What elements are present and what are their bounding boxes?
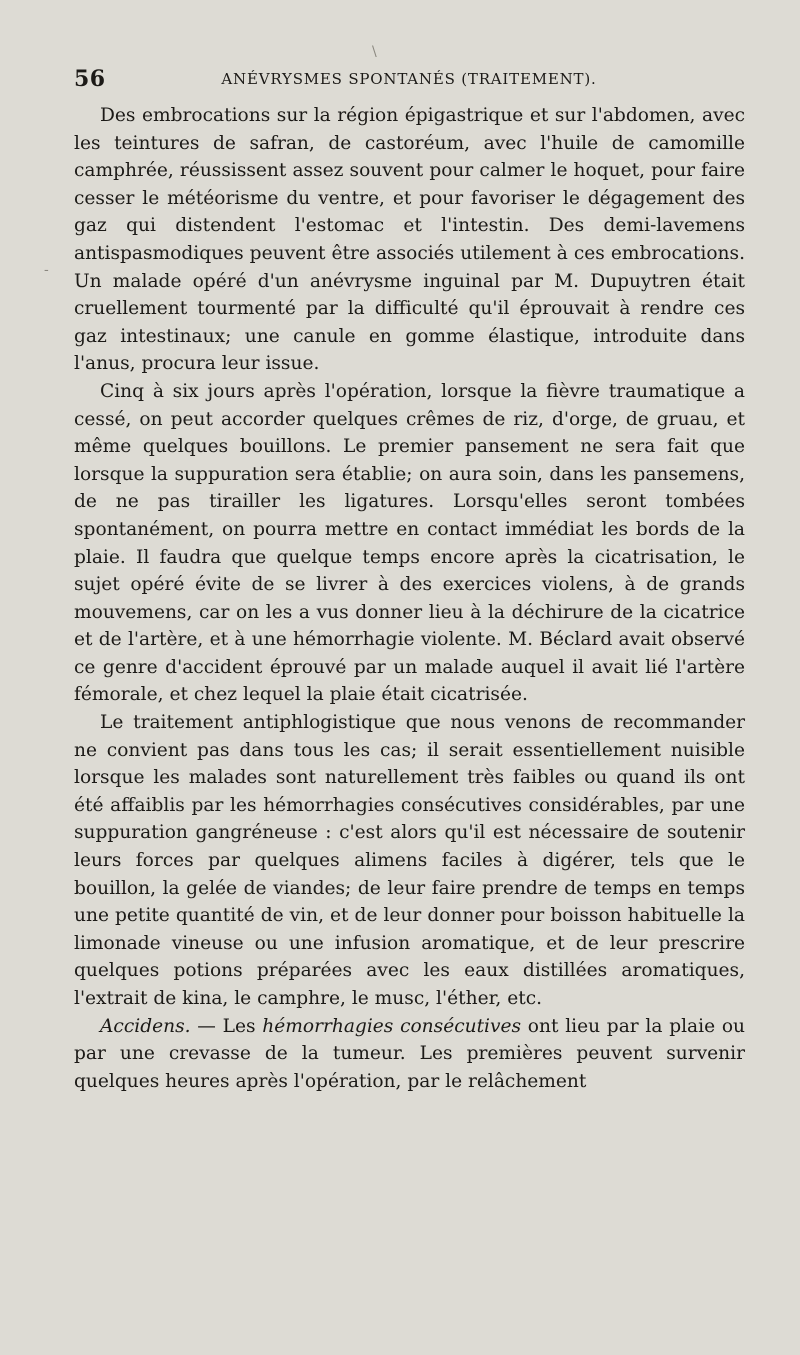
- margin-mark: \: [372, 44, 377, 60]
- section-label: Accidens.: [100, 1015, 191, 1037]
- paragraph-text: ont lieu par la plaie ou par une crevasse de la tumeur. Les premières peuvent survenir quelques heures après l'opération, par le relâchement: [74, 1015, 746, 1092]
- running-title: ANÉVRYSMES SPONTANÉS (TRAITEMENT).: [221, 70, 597, 88]
- paragraph-accidens: [74, 1013, 745, 1096]
- paragraph-text: — Les: [190, 1015, 263, 1037]
- margin-mark: -: [44, 262, 49, 278]
- page-number: 56: [74, 66, 106, 92]
- italic-term: hémorrhagies consécutives: [262, 1015, 522, 1037]
- paragraph: Cinq à six jours après l'opération, lorsque la fièvre traumatique a cessé, on peut accorder quelques crêmes de riz, d'orge, de gruau, et même quelques bouillons. Le premier pansement ne sera fait que lorsque la suppuration sera établie; on aura soin, dans les pansemens, de ne pas tirailler les ligatures. Lorsqu'elles seront tombées spontanément, on pourra mettre en contact immédiat les bords de la plaie. Il faudra que quelque temps encore après la cicatrisation, le sujet opéré évite de se livrer à des exercices violens, à de grands mouvemens, car on les a vus donner lieu à la déchirure de la cicatrice et de l'artère, et à une hémorrhagie violente. M. Béclard avait observé ce genre d'accident éprouvé par un malade auquel il avait lié l'artère fémorale, et chez lequel la plaie était cicatrisée.: [74, 380, 745, 706]
- running-head: [74, 66, 744, 100]
- paragraph: Des embrocations sur la région épigastrique et sur l'abdomen, avec les teintures de safran, de castoréum, avec l'huile de camomille camphrée, réussissent assez souvent pour calmer le hoquet, pour faire cesser le météorisme du ventre, et pour favoriser le dégagement des gaz qui distendent l'estomac et l'intestin. Des demi-lavemens antispasmodiques peuvent être associés utilement à ces embrocations. Un malade opéré d'un anévrysme inguinal par M. Dupuytren était cruellement tourmenté par la difficulté qu'il éprouvait à rendre ces gaz intestinaux; une canule en gomme élastique, introduite dans l'anus, procura leur issue.: [74, 105, 745, 375]
- paragraph: Le traitement antiphlogistique que nous venons de recommander ne convient pas dans tous les cas; il serait essentiellement nuisible lorsque les malades sont naturellement très faibles ou quand ils ont été affaiblis par les hémorrhagies consécutives considérables, par une suppuration gangréneuse : c'est alors qu'il est nécessaire de soutenir leurs forces par quelques alimens faciles à digérer, tels que le bouillon, la gelée de viandes; de leur faire prendre de temps en temps une petite quantité de vin, et de leur donner pour boisson habituelle la limonade vineuse ou une infusion aromatique, et de leur prescrire quelques potions préparées avec les eaux distillées aromatiques, l'extrait de kina, le camphre, le musc, l'éther, etc.: [74, 712, 745, 1009]
- body-text: [74, 102, 745, 1095]
